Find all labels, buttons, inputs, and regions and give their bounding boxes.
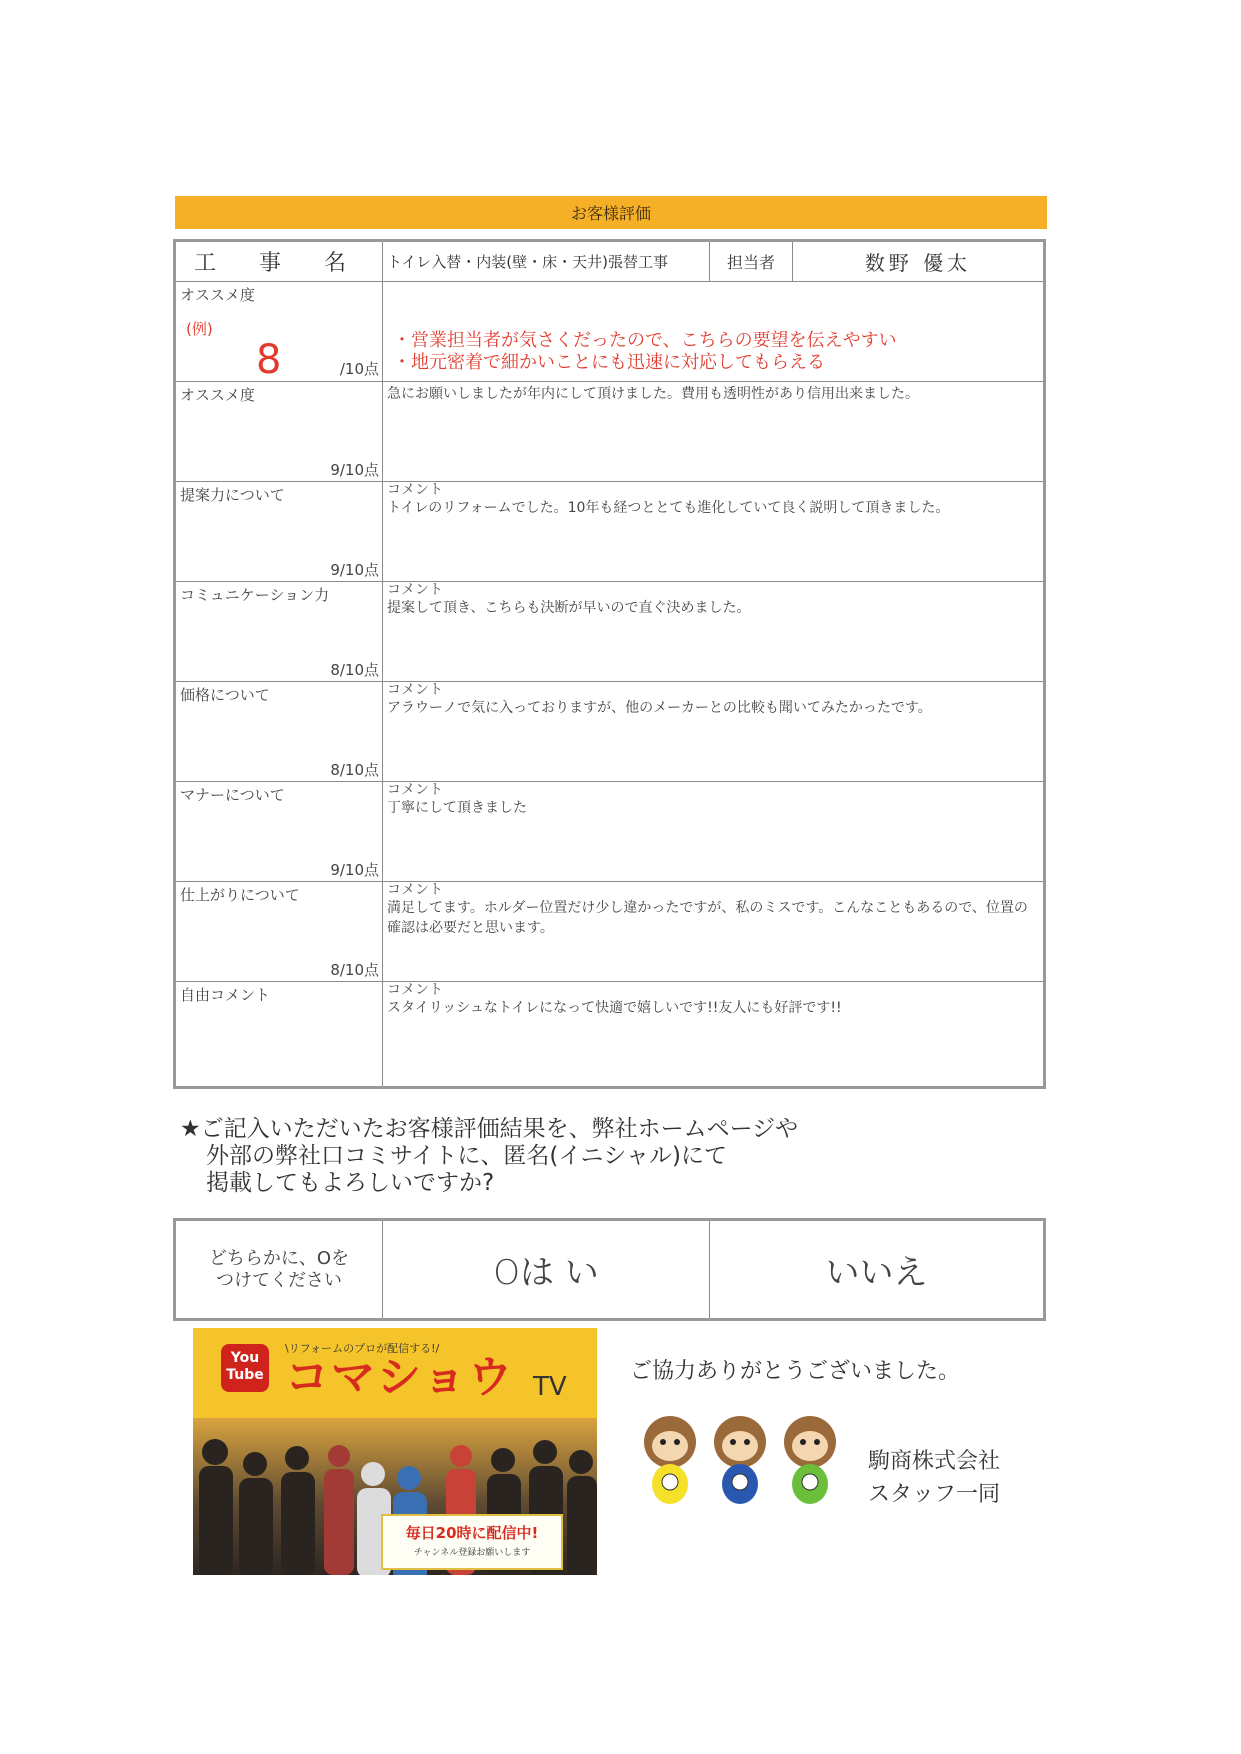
rating-score: 9/10点 <box>330 461 379 479</box>
rating-comment: 提案して頂き、こちらも決断が早いので直ぐ決めました。 <box>387 600 751 616</box>
free-comment-category <box>175 982 383 1088</box>
rating-label: 提案力について <box>180 486 285 504</box>
rating-comment: 満足してます。ホルダー位置だけ少し違かったですが、私のミスです。こんなこともあるので、位置の確認は必要だと思います。 <box>387 900 1028 936</box>
instruction-line: つけてください <box>216 1269 342 1291</box>
rating-comment-cell <box>383 582 1045 682</box>
banner-tagline: \リフォームのプロが配信する!/ <box>285 1342 440 1355</box>
mascot-monkey-icon <box>644 1416 696 1504</box>
rating-score: 8/10点 <box>330 761 379 779</box>
notice-line: 掲載してもよろしいですか? <box>206 1170 495 1196</box>
rating-row <box>175 582 1045 682</box>
free-comment-cell <box>383 982 1045 1088</box>
example-comment-1: ・営業担当者が気さくだったので、こちらの要望を伝えやすい <box>393 330 897 351</box>
consent-instruction <box>175 1220 383 1320</box>
work-row <box>175 241 1045 282</box>
staff-name: 数野 優太 <box>793 241 1045 282</box>
example-marker: (例) <box>186 320 213 338</box>
mascot-monkey-icon <box>784 1416 836 1504</box>
comment-heading: コメント <box>387 882 443 898</box>
youtube-logo <box>221 1344 269 1392</box>
rating-row <box>175 482 1045 582</box>
rating-category <box>175 382 383 482</box>
free-comment-row <box>175 982 1045 1088</box>
rating-row <box>175 782 1045 882</box>
publication-notice <box>180 1116 798 1197</box>
rating-row <box>175 882 1045 982</box>
example-label: オススメ度 <box>180 286 255 304</box>
rating-row <box>175 682 1045 782</box>
example-category <box>175 282 383 382</box>
consent-no-option[interactable]: いいえ <box>710 1220 1045 1320</box>
example-row <box>175 282 1045 382</box>
company-signature <box>868 1445 1000 1511</box>
evaluation-form <box>173 239 1046 1089</box>
rating-score: 8/10点 <box>330 961 379 979</box>
consent-yes-option[interactable]: Oは い <box>383 1220 710 1320</box>
logo-text: You <box>230 1350 260 1366</box>
rating-comment-cell <box>383 382 1045 482</box>
comment-heading: コメント <box>387 682 443 698</box>
free-comment-text: スタイリッシュなトイレになって快適で嬉しいです!!友人にも好評です!! <box>387 1000 842 1016</box>
banner-title: コマショウ <box>285 1352 515 1403</box>
example-comment-cell <box>383 282 1045 382</box>
consent-table <box>173 1218 1046 1321</box>
rating-comment-cell <box>383 882 1045 982</box>
comment-heading: コメント <box>387 982 443 998</box>
subscribe-text: チャンネル登録お願いします <box>413 1548 531 1558</box>
example-score: 8 <box>256 337 282 383</box>
notice-line: 外部の弊社口コミサイトに、匿名(イニシャル)にて <box>206 1143 727 1169</box>
work-name: トイレ入替・内装(壁・床・天井)張替工事 <box>383 241 710 282</box>
example-comment-2: ・地元密着で細かいことにも迅速に対応してもらえる <box>393 352 825 373</box>
company-staff: スタッフ一同 <box>868 1482 1001 1507</box>
evaluation-title: お客様評価 <box>570 204 651 223</box>
notice-line: ★ご記入いただいたお客様評価結果を、弊社ホームページや <box>180 1116 799 1142</box>
banner-tv: TV <box>533 1372 567 1402</box>
rating-comment-cell <box>383 482 1045 582</box>
rating-category <box>175 582 383 682</box>
rating-score: 8/10点 <box>330 661 379 679</box>
comment-heading: コメント <box>387 582 443 598</box>
staff-group-photo <box>193 1418 597 1575</box>
comment-heading: コメント <box>387 782 443 798</box>
work-label: 工 事 名 <box>175 241 383 282</box>
youtube-channel-banner[interactable] <box>193 1328 597 1575</box>
company-name: 駒商株式会社 <box>868 1449 1001 1474</box>
rating-category <box>175 682 383 782</box>
rating-score: 9/10点 <box>330 561 379 579</box>
rating-category <box>175 482 383 582</box>
schedule-text: 毎日20時に配信中! <box>405 1524 539 1542</box>
logo-text: Tube <box>226 1367 264 1383</box>
staff-label: 担当者 <box>710 241 793 282</box>
rating-label: コミュニケーション力 <box>180 586 330 604</box>
rating-comment-cell <box>383 682 1045 782</box>
rating-comment: 急にお願いしましたが年内にして頂けました。費用も透明性があり信用出来ました。 <box>387 386 919 402</box>
mascot-illustration <box>636 1412 846 1512</box>
rating-label: マナーについて <box>180 786 285 804</box>
rating-category <box>175 782 383 882</box>
mascot-monkey-icon <box>714 1416 766 1504</box>
broadcast-schedule <box>381 1514 563 1570</box>
comment-heading: コメント <box>387 482 443 498</box>
rating-comment-cell <box>383 782 1045 882</box>
instruction-line: どちらかに、Oを <box>208 1247 350 1269</box>
rating-comment: アラウーノで気に入っておりますが、他のメーカーとの比較も聞いてみたかったです。 <box>387 700 932 716</box>
free-comment-label: 自由コメント <box>180 986 271 1004</box>
example-denominator: /10点 <box>339 360 379 378</box>
thanks-message: ご協力ありがとうございました。 <box>630 1359 961 1384</box>
rating-comment: トイレのリフォームでした。10年も経つととても進化していて良く説明して頂きました。 <box>387 500 950 516</box>
rating-row <box>175 382 1045 482</box>
rating-score: 9/10点 <box>330 861 379 879</box>
evaluation-header <box>175 196 1047 229</box>
rating-comment: 丁寧にして頂きました <box>387 800 527 816</box>
rating-label: 価格について <box>180 686 270 704</box>
rating-label: 仕上がりについて <box>180 886 300 904</box>
rating-category <box>175 882 383 982</box>
rating-label: オススメ度 <box>180 386 255 404</box>
